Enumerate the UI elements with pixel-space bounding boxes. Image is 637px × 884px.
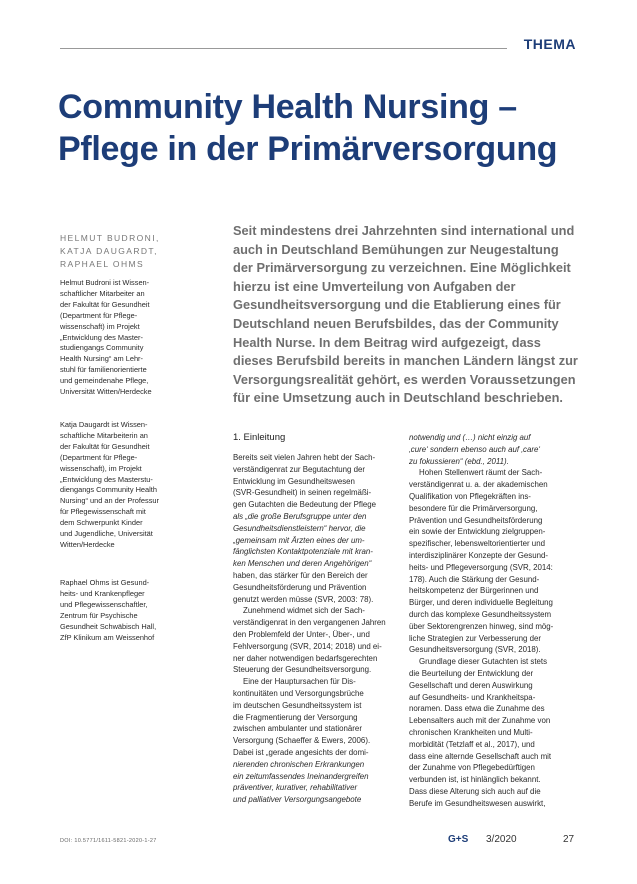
text-line: im deutschen Gesundheitssystem ist xyxy=(233,700,362,710)
text-line: Deutschland neuen Berufsbildes, das der Community xyxy=(233,315,559,331)
text-line: wissenschaft), im Projekt xyxy=(60,463,142,473)
text-line: Bürger, und deren individuelle Begleitung xyxy=(409,598,553,608)
text-line: nierenden chronischen Erkrankungen xyxy=(233,759,365,769)
text-line: Hohen Stellenwert räumt der Sach- xyxy=(419,468,543,478)
text-line: Steuerung der Gesundheitsversorgung. xyxy=(233,665,372,675)
text-line: Raphael Ohms ist Gesund- xyxy=(60,578,150,587)
text-line: und Pflegewissenschaftler, xyxy=(60,599,148,609)
title-line: Community Health Nursing – xyxy=(58,88,517,126)
text-line: dem Schwerpunkt Kinder xyxy=(60,518,143,528)
text-line: Grundlage dieser Gutachten ist stets xyxy=(419,657,548,667)
text-line: Versorgung (Schaeffer & Ewers, 2006). xyxy=(233,736,371,746)
lead-paragraph xyxy=(233,222,579,408)
text-line: den Problemfeld der Unter-, Über-, und xyxy=(233,629,370,639)
text-line: Universität Witten/Herdecke xyxy=(60,387,152,397)
text-line: Helmut Budroni ist Wissen- xyxy=(60,278,150,287)
author-bio-budroni xyxy=(60,278,190,398)
text-line: präventiver, kurativer, rehabilitativer xyxy=(233,783,358,793)
text-line: ein zeitumfassendes Ineinandergreifen xyxy=(233,771,369,781)
text-line: verständigenrat zur Begutachtung der xyxy=(233,464,366,474)
text-line: „Entwicklung des Master- xyxy=(60,332,143,342)
author-bio-daugardt xyxy=(60,420,190,551)
text-line: Entwicklung im Gesundheitswesen xyxy=(233,476,355,486)
text-line: der Zunahme von Pflegebedürftigen xyxy=(409,763,535,773)
text-line: Berufe im Gesundheitswesen auswirkt, xyxy=(409,798,546,808)
text-line: auch in Deutschland Bemühungen zur Neugestaltung xyxy=(233,241,559,257)
page-number: 27 xyxy=(563,834,575,845)
text-line: Dass diese Alterung sich auch auf die xyxy=(409,786,541,796)
text-line: der Fakultät für Gesundheit xyxy=(60,441,150,451)
text-line: schaftliche Mitarbeiterin an xyxy=(60,430,148,440)
text-line: Zunehmend widmet sich der Sach- xyxy=(243,606,365,616)
text-line: verständigenrat u. a. der akademischen xyxy=(409,480,548,490)
text-line: der Primärversorgung zu verzeichnen. Eine Möglichkeit xyxy=(233,260,571,276)
text-line: (Department für Pflege- xyxy=(60,452,138,462)
author-bio-ohms xyxy=(60,578,190,643)
text-line: ‚cure‘ sondern ebenso auch auf ‚care‘ xyxy=(409,444,541,454)
header-rule xyxy=(60,48,507,49)
text-line: Zentrum für Psychische xyxy=(60,610,138,620)
text-line: noramen. Dass etwa die Zunahme des xyxy=(409,704,545,714)
text-line: stuhl für familienorientierte xyxy=(60,365,147,375)
text-line: (SVR-Gesundheit) in seinen regelmäßi- xyxy=(233,488,372,498)
text-line: interdisziplinärer Konzepte der Gesund- xyxy=(409,550,549,560)
text-line: und palliativer Versorgungsangebote xyxy=(233,795,362,805)
author-name: HELMUT BUDRONI, xyxy=(60,233,160,243)
text-line: die Beurteilung der Entwicklung der xyxy=(409,668,534,678)
text-line: diengangs Community Health xyxy=(60,485,157,495)
text-line: Nursing“ und an der Professur xyxy=(60,496,160,506)
text-line: für eine Umsetzung auch in Deutschland beschrieben. xyxy=(233,390,563,406)
text-line: besondere für die Primärversorgung, xyxy=(409,503,538,513)
text-line: heitskompetenz der Bürgerinnen und xyxy=(409,586,539,596)
text-line: und gemeindenahe Pflege, xyxy=(60,376,149,386)
text-line: Witten/Herdecke xyxy=(60,539,115,549)
text-line: als „die große Berufsgruppe unter den xyxy=(233,511,367,521)
text-line: Dabei ist „gerade angesichts der domi- xyxy=(233,747,369,757)
journal-issue: 3/2020 xyxy=(486,834,517,845)
author-name: KATJA DAUGARDT, xyxy=(60,246,158,256)
text-line: haben, das stärker für den Bereich der xyxy=(233,570,368,580)
text-line: Gesundheitsversorgung (SVR, 2018). xyxy=(409,645,541,655)
text-line: ner daher notwendigen bedarfsgerechten xyxy=(233,653,378,663)
text-line: morbidität (Tetzlaff et al., 2017), und xyxy=(409,739,535,749)
text-line: dass eine alternde Gesellschaft auch mit xyxy=(409,751,552,761)
text-line: zu fokussieren“ (ebd., 2011). xyxy=(409,456,509,466)
text-line: spezifischer, lebensweltorientierter und xyxy=(409,539,545,549)
text-line: und Jugendliche, Universität xyxy=(60,529,153,539)
text-line: der Fakultät für Gesundheit xyxy=(60,299,150,309)
text-line: Health Nurse. In dem Beitrag wird aufgezeigt, dass xyxy=(233,334,541,350)
text-line: Seit mindestens drei Jahrzehnten sind international und xyxy=(233,223,575,238)
text-line: ken Menschen und deren Angehörigen“ xyxy=(233,559,372,569)
text-line: fänglichsten Kontaktpotenziale mit kran- xyxy=(233,547,373,557)
text-line: dieses Berufsbild bereits in manchen Ländern längst zur xyxy=(233,353,578,369)
text-line: ein sowie der Entwicklung zielgruppen- xyxy=(409,527,546,537)
text-line: Gesundheitsdienstleistern“ hervor, die xyxy=(233,523,366,533)
text-line: Fehlversorgung (SVR, 2014; 2018) und ei- xyxy=(233,641,382,651)
text-line: Qualifikation von Pflegekräften ins- xyxy=(409,491,531,501)
text-line: gen Gutachten die Bedeutung der Pflege xyxy=(233,500,377,510)
text-line: 178). Auch die Stärkung der Gesund- xyxy=(409,574,540,584)
text-line: schaftlicher Mitarbeiter an xyxy=(60,288,145,298)
journal-brand: G+S xyxy=(448,834,469,845)
article-title xyxy=(58,86,578,170)
text-line: „Entwicklung des Masterstu- xyxy=(60,474,153,484)
text-line: hierzu ist eine Umverteilung von Aufgaben der xyxy=(233,278,516,294)
title-line: Pflege in der Primärversorgung xyxy=(58,130,558,168)
text-line: heits- und Krankenpfleger xyxy=(60,588,145,598)
text-line: ZfP Klinikum am Weissenhof xyxy=(60,632,155,642)
column-text xyxy=(233,452,403,806)
body-column-left xyxy=(233,432,403,806)
text-line: die Fragmentierung der Versorgung xyxy=(233,712,358,722)
text-line: Health Nursing“ am Lehr- xyxy=(60,354,143,364)
text-line: notwendig und (…) nicht einzig auf xyxy=(409,433,531,442)
body-column-right xyxy=(409,432,579,810)
text-line: Gesundheit Schwäbisch Hall, xyxy=(60,621,157,631)
text-line: heits- und Pflegeversorgung (SVR, 2014: xyxy=(409,562,553,572)
text-line: genutzt werden müsse (SVR, 2003: 78). xyxy=(233,594,374,604)
text-line: wissenschaft) im Projekt xyxy=(60,321,140,331)
text-line: verbunden ist, ist hinlänglich bekannt. xyxy=(409,775,541,785)
text-line: für Pflegewissenschaft mit xyxy=(60,507,146,517)
text-line: chronischen Krankheiten und Multi- xyxy=(409,727,533,737)
text-line: durch das komplexe Gesundheitssystem xyxy=(409,609,552,619)
text-line: kontinuitäten und Versorgungsbrüche xyxy=(233,688,364,698)
section-label: THEMA xyxy=(523,36,576,52)
text-line: Gesundheitsförderung und Prävention xyxy=(233,582,367,592)
text-line: Lebensalters auch mit der Zunahme von xyxy=(409,716,551,726)
text-line: Katja Daugardt ist Wissen- xyxy=(60,420,148,429)
text-line: Prävention und Gesundheitsförderung xyxy=(409,515,543,525)
text-line: Versorgungsrealität gehört, es werden Voraussetzungen xyxy=(233,371,576,387)
column-text xyxy=(409,432,579,810)
text-line: Bereits seit vielen Jahren hebt der Sach- xyxy=(233,453,376,462)
footer-doi: DOI: 10.5771/1611-5821-2020-1-27 xyxy=(60,838,157,844)
text-line: (Department für Pflege- xyxy=(60,310,138,320)
section-heading: 1. Einleitung xyxy=(233,432,286,443)
text-line: Gesellschaft und deren Auswirkung xyxy=(409,680,533,690)
text-line: über Sektorengrenzen hinweg, sind mög- xyxy=(409,621,554,631)
text-line: liche Strategien zur Verbesserung der xyxy=(409,633,542,643)
text-line: auf Gesundheits- und Krankheitspa- xyxy=(409,692,536,702)
text-line: Eine der Hauptursachen für Dis- xyxy=(243,677,356,687)
text-line: studiengangs Community xyxy=(60,343,144,353)
text-line: zwischen ambulanter und stationärer xyxy=(233,724,362,734)
author-name: RAPHAEL OHMS xyxy=(60,259,145,269)
text-line: verständigenrat in den vergangenen Jahren xyxy=(233,618,386,628)
author-list xyxy=(60,232,190,271)
text-line: Gesundheitsversorgung und die Etablierung eines für xyxy=(233,297,561,313)
text-line: „gemeinsam mit Ärzten eines der um- xyxy=(233,535,365,545)
